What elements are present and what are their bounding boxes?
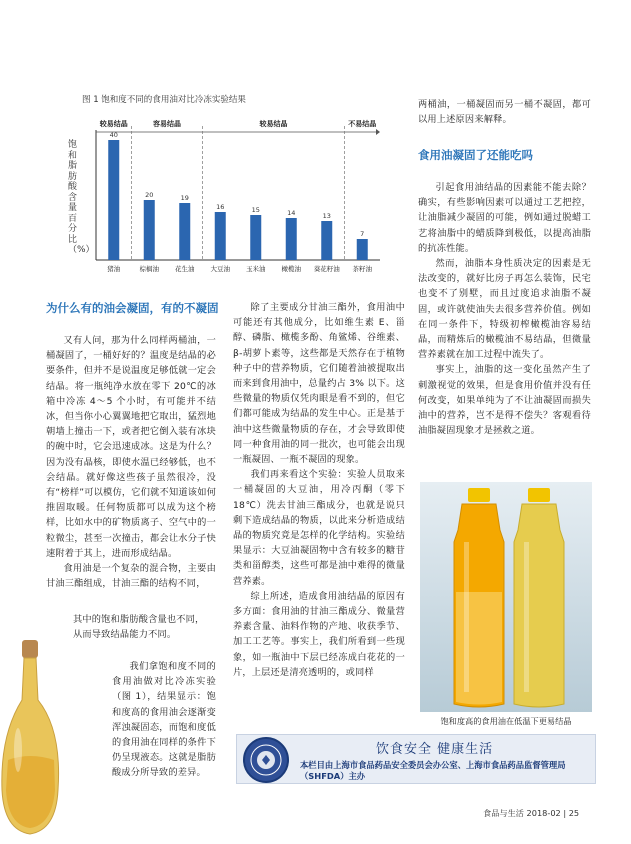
data-label: 16 [216, 203, 225, 211]
middle-paragraph: 综上所述，造成食用油结晶的原因有多方面：食用油的甘油三酯成分、微量营养素含量、油料作物的产地、收获季节、加工工艺等。事实上，我们所看到一些现象，如一瓶油中下层已经冻成白花花的一片，上层还是清亮透明的，或同样 [233, 590, 405, 678]
oil-bottle-illustration [0, 640, 62, 836]
zone-label: 较易结晶 [99, 120, 128, 128]
middle-paragraph: 我们再来看这个实验：实验人员取来一桶凝固的大豆油，用冷丙酮（零下 18℃）洗去甘油三酯成分，也就是说只剩下造成结晶的物质，以此来分析造成结晶的物质究竟是怎样的化学结构。实验结果显示：大豆油凝固物中含有较多的糖苷类和甾醇类，这些可都是油中难得的微量营养素。 [233, 469, 405, 587]
category-label: 花生油 [175, 265, 195, 273]
left-narrow-column [112, 659, 216, 781]
page-footer: 食品与生活 2018-02 | 25 [483, 808, 580, 818]
left-paragraph: 食用油是一个复杂的混合物，主要由甘油三酯组成，甘油三酯的结构不同， [46, 563, 216, 590]
data-label: 13 [322, 212, 331, 220]
right-paragraph: 然而，油脂本身性质决定的因素是无法改变的，就好比房子再怎么装饰，民宅也变不了别墅，而且过度追求油脂不凝固，或许就使油失去很多营养价值。例如在同一条件下，特级初榨橄榄油容易结晶，而精炼后的橄榄油不易结晶，但微量营养素就在加工过程中流失了。 [418, 258, 591, 361]
chart-bar [357, 239, 368, 260]
banner-title: 饮食安全 健康生活 [376, 742, 494, 757]
zone-arrow-head [376, 129, 380, 135]
data-label: 7 [360, 230, 365, 238]
data-label: 19 [180, 194, 189, 202]
right-column [418, 180, 591, 438]
middle-paragraph: 除了主要成分甘油三酯外，食用油中可能还有其他成分，比如维生素 E、甾醇、磷脂、橄榄多酚、角鲨烯、谷维素、β-胡萝卜素等，这些都是天然存在于植物种子中的营养物质，它们随着油被提取出而来到食用油中，总量约占 3% 以下。这些微量的物质仅凭肉眼是看不到的，但它们都可能成为结晶的发生中心。正是基于油中这些微量物质的存在，才会导致即使同一种食用油的同一批次，也可能会出现一瓶凝固、一瓶不凝固的现象。 [233, 302, 405, 466]
left-column [46, 333, 216, 591]
right-paragraph: 事实上，油脂的这一变化虽然产生了刺激视觉的效果，但是食用价值并没有任何改变，如果单纯为了不让油凝固而损失油中的营养，岂不是得不偿失？客观看待油脂凝固现象才是拯救之道。 [418, 364, 591, 437]
chart-bar [215, 212, 226, 260]
category-label: 橄榄油 [281, 265, 301, 273]
shfda-seal-logo [243, 737, 289, 783]
chart-bar [108, 140, 119, 260]
data-label: 15 [251, 206, 260, 214]
middle-column [233, 300, 405, 680]
category-label: 玉米油 [246, 265, 266, 273]
right-top-paragraph: 两桶油，一桶凝固而另一桶不凝固，都可以用上述原因来解释。 [418, 99, 591, 126]
left-narrow-lines [73, 612, 216, 642]
left-line: 其中的饱和脂肪酸含量也不同， [73, 614, 205, 625]
category-label: 猪油 [107, 265, 121, 273]
chart-bar [179, 203, 190, 260]
right-paragraph: 引起食用油结晶的因素能不能去除？确实，有些影响因素可以通过工艺把控，让油脂减少凝固的可能，例如通过脱蜡工艺将油脂中的蜡质降到极低，以提高油脂的抗冻性能。 [418, 182, 591, 254]
zone-label: 容易结晶 [153, 120, 181, 128]
left-line: 从而导致结晶能力不同。 [73, 629, 177, 641]
left-heading: 为什么有的油会凝固，有的不凝固 [46, 301, 219, 315]
figure-caption: 图 1 饱和度不同的食用油对比冷冻实验结果 [82, 95, 246, 105]
chart-y-label: 饱和脂肪酸含量百分比（%） [68, 140, 95, 255]
category-label: 葵花籽油 [313, 265, 340, 273]
banner-text: 本栏目由上海市食品药品安全委员会办公室、上海市食品药品监督管理局（SHFDA）主办 [300, 760, 566, 781]
zone-label: 不易结晶 [348, 120, 377, 128]
right-heading: 食用油凝固了还能吃吗 [418, 148, 533, 162]
chart-bar [321, 221, 332, 260]
chart-bar [144, 200, 155, 260]
left-paragraph-narrow: 我们拿饱和度不同的食用油做对比冷冻实验（图 1），结果显示：饱和度高的食用油会逐渐变浑浊凝固态，而饱和度低的食用油在同样的条件下仍呈现液态。这就是脂肪酸成分所导致的差异。 [112, 661, 216, 779]
data-label: 40 [109, 131, 118, 139]
data-label: 20 [145, 191, 154, 199]
zone-label: 较易结晶 [259, 120, 288, 128]
chart-bar [286, 218, 297, 260]
left-paragraph: 又有人问，那为什么同样两桶油，一桶凝固了，一桶好好的？温度是结晶的必要条件，但并不是说温度足够低就一定会结晶。将一瓶纯净水放在零下 20℃的冰箱中冷冻 4～5 个小时，有可能并不结冰，但当你小心翼翼地把它取出，猛烈地朝墙上撞击一下，或者把它倒入装有冰块的碗中时，它会迅速成冰。这是为什么？因为没有晶核，即使水温已经够低，也不会结晶。就好像这些孩子虽然很冷，没有“榜样”可以模仿，它们就不知道该如何推固取暖。任何物质都可以成为这个榜样，比如水中的矿物质离子、空气中的一粒微尘，甚至一次撞击，都会让水分子快速附着于其上，进而形成结晶。 [46, 335, 216, 559]
bar-chart [68, 112, 386, 282]
category-label: 大豆油 [210, 265, 230, 273]
oil-bottles-photo [420, 482, 592, 712]
chart-bar [250, 215, 261, 260]
right-top-text [418, 97, 591, 127]
photo-caption: 饱和度高的食用油在低温下更易结晶 [440, 716, 572, 726]
category-label: 茶籽油 [352, 265, 372, 273]
data-label: 14 [287, 209, 296, 217]
category-label: 棕榈油 [139, 265, 159, 273]
